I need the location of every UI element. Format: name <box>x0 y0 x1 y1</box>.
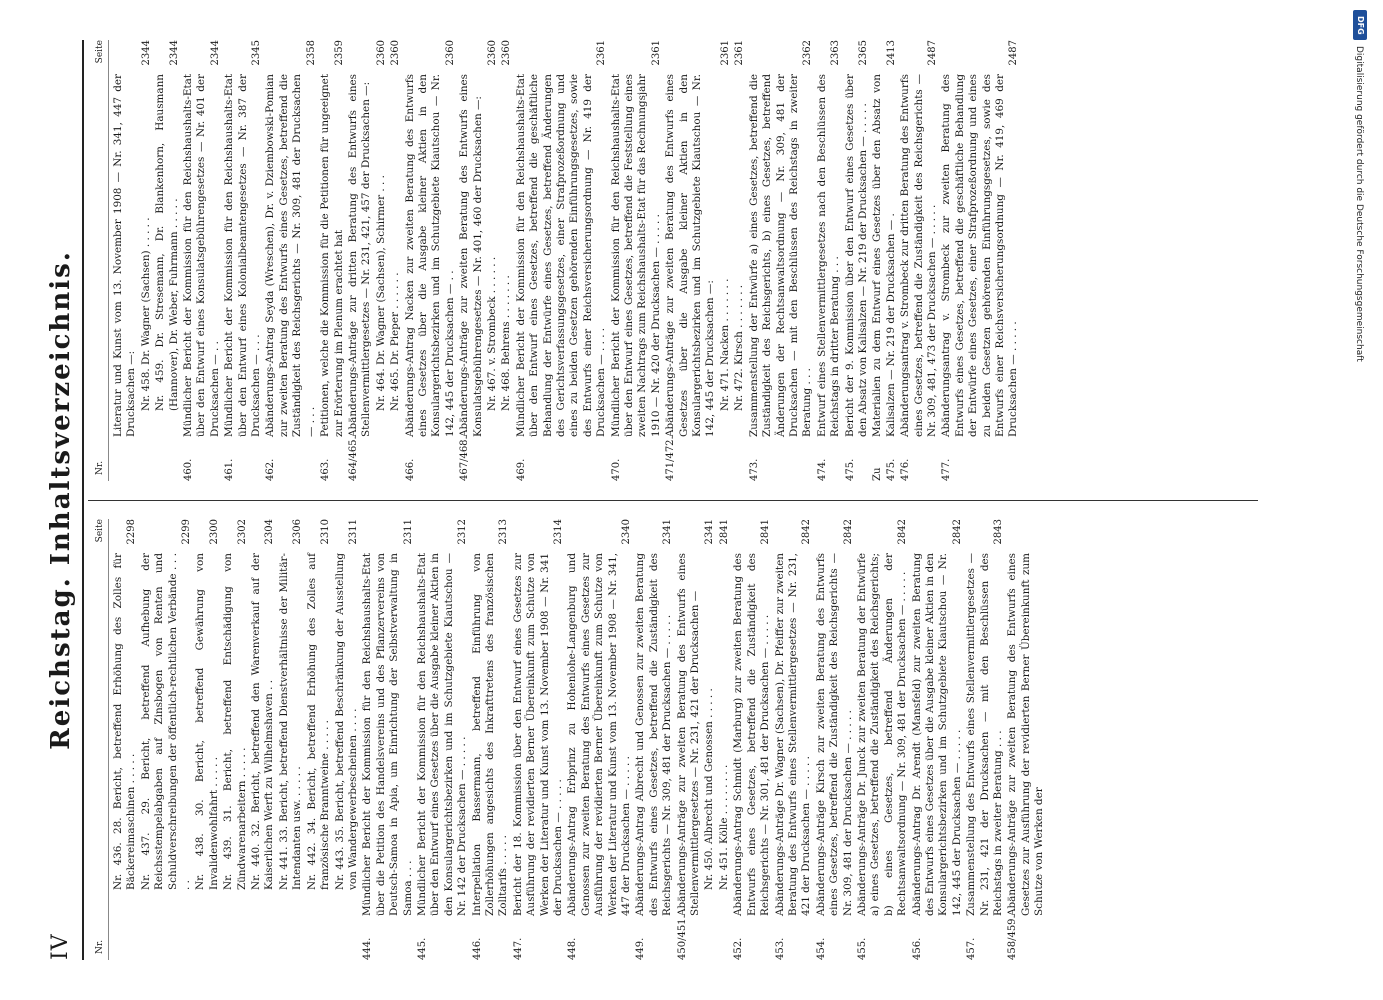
entry-page: 2842 <box>801 519 813 545</box>
entry-number: 462. <box>265 458 277 481</box>
entry-page: 2360 <box>390 40 402 66</box>
column-divider <box>88 500 1258 501</box>
entry-number: 461. <box>224 458 236 481</box>
seite-label: Seite <box>95 519 105 543</box>
toc-entry <box>911 519 965 960</box>
toc-entry <box>703 519 716 960</box>
entry-number: 449. <box>635 937 647 960</box>
entry-page: 2361 <box>650 40 662 66</box>
entry-number: 469. <box>515 458 527 481</box>
entry-number: 447. <box>512 937 524 960</box>
entry-number: 444. <box>362 937 374 960</box>
entry-page: 2344 <box>168 40 180 66</box>
entry-text: Abänderungs-Anträge zur zweiten Beratung des Entwurfs eines Gesetzes über die Ausgabe kleiner Aktien in den Konsulargerichtsbezirken und im Schutzgebiete Kiautschou — Nr. 142, 445 der Drucksachen —: <box>664 74 717 437</box>
toc-entry <box>844 40 871 481</box>
entry-text: Abänderungs-Anträge Dr. Wagner (Sachsen), Dr. Pfeiffer zur zweiten Beratung des Entwurfs eines Stellenvermittlergesetzes — Nr. 231, 421 der Drucksachen — . . . . . <box>773 553 813 916</box>
header-rule <box>82 40 84 960</box>
entry-text: Bericht der 9. Kommission über den Entwurf eines Gesetzes über den Absatz von Kalisalzen — Nr. 219 der Drucksachen — . . . . . <box>843 74 869 437</box>
toc-entry <box>194 519 221 960</box>
entry-number: 473. <box>748 458 760 481</box>
entry-text: Nr. 441. 33. Bericht, betreffend Dienstverhältnisse der Militär-Intendanten usw. . . . . . <box>277 553 304 890</box>
entry-text: Entwurf eines Stellenvermittlergesetzes nach den Beschlüssen des Reichstags in dritter Beratung . . . <box>815 74 842 437</box>
entry-number: 474. <box>816 458 828 481</box>
entry-text: Abänderungs-Anträge zur zweiten Beratung des Entwurfs eines Stellenvermittlergesetzes — Nr. 231, 421 der Drucksachen — <box>675 553 702 916</box>
entry-page: 2310 <box>320 519 332 545</box>
entry-text: Nr. 458. Dr. Wagner (Sachsen) . . . . . <box>139 217 152 411</box>
toc-entry <box>278 519 305 960</box>
entry-text: Interpellation Bassermann, betreffend Einführung von Zollerhöhungen angesichts des Inkrafttretens des französischen Zolltarifs . . . . . <box>470 553 510 916</box>
toc-entry <box>718 519 731 960</box>
toc-entry <box>500 40 513 481</box>
entry-page: 2300 <box>208 519 220 545</box>
entry-number: 463. <box>320 458 332 481</box>
entry-page: 2487 <box>1008 40 1020 66</box>
entry-page: 2362 <box>802 40 814 66</box>
entry-number: 446. <box>471 937 483 960</box>
entry-text: Nr. 451. Kölle . . . . . . . . <box>717 764 730 890</box>
entry-text: Abänderungs-Anträge Kirsch zur zweiten Beratung des Entwurfs eines Gesetzes, betreffend die Zuständigkeit des Reichsgerichts — Nr. 309, 481 der Drucksachen — . . . . . <box>814 553 854 916</box>
entry-text: Abänderungsantrag v. Strombeck zur zweiten Beratung des Entwurfs eines Gesetzes, betreffend die geschäftliche Behandlung der Entwürfe eines Gesetzes, einer Strafprozeßordnung und eines zu beiden Gesetzen gehörenden Einführungsgesetzes, sowie des Entwurfs einer Reichsversicherungsordnung — Nr. 419, 469 der Drucksachen — . . . . . <box>940 74 1020 437</box>
entry-text: Mündlicher Bericht der Kommission für den Reichshaushalts-Etat über den Entwurf eines Gesetzes, betreffend die Feststellung eines zweiten Nachtrags zum Reichshaushalts-Etat für das Rechnungsjahr 1910 — Nr. 420 der Drucksachen — . . . . . <box>609 74 662 437</box>
entry-text: Nr. 437. 29. Bericht, betreffend Aufhebung der Reichsstempelabgaben auf Zinsbogen von Renten und Schuldverschreibungen der öffentlich-rechtlichen Verbände . . . . . <box>139 553 193 890</box>
toc-entry <box>334 519 361 960</box>
entry-text: Petitionen, welche die Kommission für die Petitionen für ungeeignet zur Erörterung im Plenum erachtet hat <box>319 74 345 437</box>
entry-page: 2314 <box>553 519 564 545</box>
seite-label: Seite <box>95 40 105 64</box>
entry-page: 2302 <box>236 519 248 545</box>
entry-text: Nr. 450. Albrecht und Genossen . . . . . <box>703 688 716 890</box>
entry-page: 2843 <box>993 519 1004 545</box>
entry-page: 2359 <box>333 40 345 66</box>
toc-entry <box>634 519 674 960</box>
toc-entry <box>719 40 732 481</box>
entry-number: 475. <box>844 458 856 481</box>
entry-text: Nr. 459. Dr. Stresemann, Dr. Blankenhorn, Hausmann (Hannover), Dr. Weber, Fuhrmann . . . . . <box>154 74 180 411</box>
left-entry-list <box>112 519 1047 960</box>
entry-text: Abänderungs-Antrag Nacken zur zweiten Beratung des Entwurfs eines Gesetzes über die Ausgabe kleiner Aktien in den Konsulargerichtsbezirken und im Schutzgebiete Kiautschou — Nr. 142, 445 der Drucksachen — . . <box>403 74 456 437</box>
entry-page: 2842 <box>951 519 963 545</box>
entry-number: 448. <box>567 937 579 960</box>
entry-page: 2360 <box>375 40 387 66</box>
toc-entry <box>222 519 249 960</box>
toc-entry <box>566 519 633 960</box>
entry-page: 2841 <box>718 519 730 545</box>
entry-text: Zusammenstellung der Entwürfe a) eines Gesetzes, betreffend die Zuständigkeit des Reichsgerichts, b) eines Gesetzes, betreffend Änderungen der Rechtsanwaltsordnung — Nr. 309, 481 der Drucksachen — mit den Beschlüssen des Reichstags in zweiter Beratung . . . <box>747 74 814 437</box>
entry-number: 477. <box>941 458 953 481</box>
entry-number: 460. <box>183 458 195 481</box>
toc-entry <box>154 40 181 481</box>
entry-text: Mündlicher Bericht der Kommission für den Reichshaushalts-Etat über den Entwurf eines Konsulatsgebührengesetzes — Nr. 401 der Drucksachen — . . <box>182 74 221 437</box>
entry-number: 470. <box>610 458 622 481</box>
toc-entry <box>389 40 402 481</box>
page-title: Reichstag. Inhaltsverzeichnis. <box>46 250 76 750</box>
entry-text: Nr. 442. 34. Bericht, betreffend Erhöhung des Zolles auf französische Branntweine . . . . . <box>305 553 332 890</box>
toc-entry <box>774 519 814 960</box>
toc-entry <box>676 519 703 960</box>
page-number-roman: IV <box>48 933 73 960</box>
right-column-head <box>92 40 109 481</box>
toc-entry <box>732 519 772 960</box>
toc-entry <box>856 519 910 960</box>
entry-number: 466. <box>404 458 416 481</box>
toc-entry <box>319 40 346 481</box>
entry-page: 2341 <box>662 519 674 545</box>
entry-page: 2313 <box>498 519 510 545</box>
entry-page: 2298 <box>126 519 138 545</box>
entry-page: 2358 <box>305 40 317 66</box>
toc-entry <box>748 40 815 481</box>
toc-entry <box>733 40 746 481</box>
entry-page: 2841 <box>760 519 772 545</box>
toc-entry <box>264 40 318 481</box>
entry-page: 2304 <box>264 519 276 545</box>
toc-entry <box>458 40 485 481</box>
entry-page: 2365 <box>857 40 869 66</box>
entry-page: 2413 <box>885 40 897 66</box>
entry-page: 2842 <box>842 519 854 545</box>
digitization-credit: Digitalisierung gefördert durch die Deutsche Forschungsgemeinschaft <box>1354 46 1364 362</box>
entry-page: 2306 <box>292 519 304 545</box>
entry-text: Abänderungsantrag v. Strombeck zur dritten Beratung des Entwurfs eines Gesetzes, betreffend die Zuständigkeit des Reichsgerichts — Nr. 309, 481, 473 der Drucksachen — . . . . . <box>899 74 938 437</box>
entry-page: 2344 <box>209 40 221 66</box>
toc-entry <box>223 40 263 481</box>
entry-page: 2360 <box>444 40 456 66</box>
entry-number: 467/468. <box>459 436 471 481</box>
entry-number: 458/459. <box>1007 915 1019 960</box>
toc-entry <box>512 519 566 960</box>
toc-entry <box>899 40 939 481</box>
entry-number: 454. <box>815 937 827 960</box>
entry-page: 2361 <box>719 40 731 66</box>
entry-text: Abänderungs-Antrag Albrecht und Genossen zur zweiten Beratung des Entwurfs eines Gesetzes, betreffend die Zuständigkeit des Reichsgerichts — Nr. 309, 481 der Drucksachen — . . . . . <box>634 553 674 916</box>
toc-entry <box>140 40 153 481</box>
entry-number: 455. <box>856 937 868 960</box>
left-column-head <box>92 519 109 960</box>
entry-text: Literatur und Kunst vom 13. November 1908 — Nr. 341, 447 der Drucksachen —: <box>112 74 138 437</box>
toc-entry <box>140 519 194 960</box>
toc-entry <box>416 519 470 960</box>
entry-number: 445. <box>416 937 428 960</box>
toc-entry <box>361 519 415 960</box>
entry-text: Mündlicher Bericht der Kommission für den Reichshaushalts-Etat über die Petition des Handelsvereins und des Pflanzervereins von Deutsch-Samoa in Apia, um Einrichtung der Selbstverwaltung in Samoa . . . <box>361 553 414 916</box>
entry-number: 452. <box>733 937 745 960</box>
nr-label: Nr. <box>95 939 105 954</box>
entry-text: Nr. 472. Kirsch . . . . . . . <box>733 284 746 411</box>
entry-text: Nr. 468. Behrens . . . . . . . <box>500 275 513 411</box>
entry-text: Abänderungs-Anträge Dr. Junck zur zweiten Beratung der Entwürfe a) eines Gesetzes, betreffend die Zuständigkeit des Reichsgerichts; b) eines Gesetzes, betreffend Änderungen der Rechtsanwaltsordnung — Nr. 309, 481 der Drucksachen — . . . . . <box>855 553 909 916</box>
dfg-logo: DFG <box>1353 10 1367 40</box>
toc-entry <box>815 519 855 960</box>
entry-number: 450/451. <box>676 915 688 960</box>
entry-text: Abänderungs-Antrag Erbprinz zu Hohenlohe-Langenburg und Genossen zur zweiten Beratung des Entwurfs eines Gesetzes zur Ausführung der revidierten Berner Übereinkunft zum Schutze von Werken der Literatur und Kunst vom 13. November 1908 — Nr. 341, 447 der Drucksachen — . . . . . <box>566 553 633 916</box>
digitization-credit-bar <box>1352 6 1368 566</box>
entry-text: Mündlicher Bericht der Kommission für den Reichshaushalts-Etat über den Entwurf eines Gesetzes, betreffend die geschäftliche Behandlung der Entwürfe eines Gesetzes, betreffend Änderungen des Gerichtsverfassungsgesetzes, einer Strafprozeßordnung und eines zu beiden Gesetzen gehörenden Einführungsgesetzes, sowie des Entwurfs einer Reichsversicherungsordnung — Nr. 419 der Drucksachen — . . . . <box>514 74 608 437</box>
entry-page: 2299 <box>181 519 193 545</box>
entry-number: 453. <box>774 937 786 960</box>
page-header <box>42 40 82 960</box>
toc-entry <box>1006 519 1046 960</box>
toc-entry <box>610 40 664 481</box>
entry-text: Abänderungs-Anträge zur zweiten Beratung des Entwurfs eines Gesetzes zur Ausführung der revidierten Berner Übereinkunft zum Schutze von Werken der <box>1006 553 1046 916</box>
entry-page: 2360 <box>486 40 498 66</box>
entry-page: 2344 <box>140 40 152 66</box>
toc-entry <box>816 40 843 481</box>
entry-number: Zu 475. <box>872 458 897 481</box>
entry-page: 2363 <box>830 40 842 66</box>
entry-number: 457. <box>966 937 978 960</box>
entry-text: Nr. 438. 30. Bericht, betreffend Gewährung von Invalidenwohlfahrt . . . . . <box>194 553 220 890</box>
toc-entry <box>664 40 718 481</box>
entry-text: Nr. 467. v. Strombeck . . . . . . <box>485 256 498 411</box>
entry-text: Mündlicher Bericht der Kommission für den Reichshaushalts-Etat über den Entwurf eines Kolonialbeamtengesetzes — Nr. 387 der Drucksachen — . . . <box>223 74 263 437</box>
left-column <box>92 519 1252 960</box>
entry-page: 2360 <box>501 40 513 66</box>
toc-entry <box>940 40 1020 481</box>
toc-entry <box>375 40 388 481</box>
entry-number: 464/465. <box>347 436 359 481</box>
entry-text: Bericht der 18. Kommission über den Entwurf eines Gesetzes zur Ausführung der revidierten Berner Übereinkunft zum Schutze von Werken der Literatur und Kunst vom 13. November 1908 — Nr. 341 der Drucksachen — . . . . . <box>511 553 564 916</box>
entry-page: 2311 <box>402 519 414 545</box>
entry-page: 2361 <box>734 40 746 66</box>
entry-text: Abänderungs-Anträge zur zweiten Beratung des Entwurfs eines Konsulatsgebührengesetzes — Nr. 401, 460 der Drucksachen —: <box>458 74 484 437</box>
toc-entry <box>182 40 222 481</box>
toc-entry <box>112 519 139 960</box>
toc-entry <box>112 40 139 481</box>
entry-page: 2842 <box>897 519 909 545</box>
entry-page: 2311 <box>347 519 359 545</box>
entry-text: Abänderungs-Antrag Schmidt (Marburg) zur zweiten Beratung des Entwurfs eines Gesetzes, betreffend die Zuständigkeit des Reichsgerichts — Nr. 301, 481 der Drucksachen — . . . . . <box>732 553 772 916</box>
toc-entry <box>250 519 277 960</box>
entry-page: 2361 <box>596 40 608 66</box>
toc-entry <box>871 40 898 481</box>
entry-page: 2487 <box>926 40 938 66</box>
entry-text: Mündlicher Bericht der Kommission für den Reichshaushalts-Etat über den Entwurf eines Gesetzes über die Ausgabe kleiner Aktien in den Konsulargerichtsbezirken und im Schutzgebiete Kiautschou — Nr. 142 der Drucksachen — . . . . . <box>415 553 469 916</box>
toc-entry <box>515 40 609 481</box>
entry-text: Abänderungs-Antrag Dr. Arendt (Mansfeld) zur zweiten Beratung des Entwurfs eines Gesetzes über die Ausgabe kleiner Aktien in den Konsulargerichtsbezirken und im Schutzgebiete Kiautschou — Nr. 142, 445 der Drucksachen — . . . . . <box>910 553 963 916</box>
entry-number: 456. <box>911 937 923 960</box>
entry-page: 2340 <box>621 519 633 545</box>
entry-text: Nr. 443. 35. Bericht, betreffend Beschränkung der Ausstellung von Wandergewerbescheinen . . . . <box>333 553 359 890</box>
entry-text: Nr. 464. Dr. Wagner (Sachsen), Schirmer . . . <box>374 175 387 411</box>
entry-page: 2345 <box>251 40 263 66</box>
toc-entry <box>486 40 499 481</box>
toc-entry <box>404 40 458 481</box>
toc-entry <box>306 519 333 960</box>
entry-text: Nr. 436. 28. Bericht, betreffend Erhöhung des Zolles für Bäckereimaschinen . . . . . <box>112 553 138 890</box>
entry-text: Abänderungs-Antrag Seyda (Wreschen), Dr. v. Dziembowski-Pomian zur zweiten Beratung des Entwurfs eines Gesetzes, betreffend die Zuständigkeit des Reichsgerichts — Nr. 309, 481 der Drucksachen — . . . <box>264 74 317 437</box>
entry-text: Zusammenstellung des Entwurfs eines Stellenvermittlergesetzes — Nr. 231, 421 der Drucksachen — mit den Beschlüssen des Reichstags in zweiter Beratung . . . <box>965 553 1004 916</box>
entry-page: 2312 <box>457 519 469 545</box>
right-column <box>92 40 1252 481</box>
entry-text: Nr. 465. Dr. Pieper . . . . . . <box>389 272 402 411</box>
toc-entry <box>471 519 511 960</box>
entry-text: Nr. 439. 31. Bericht, betreffend Entschädigung von Zündwarenarbeitern . . . . . <box>222 553 248 890</box>
toc-entry <box>347 40 374 481</box>
entry-number: 476. <box>900 458 912 481</box>
toc-entry <box>965 519 1005 960</box>
entry-text: Abänderungs-Anträge zur dritten Beratung des Entwurfs eines Stellenvermittlergesetzes — Nr. 231, 421, 457 der Drucksachen —: <box>346 74 373 437</box>
right-entry-list <box>112 40 1021 481</box>
entry-text: Nr. 440. 32. Bericht, betreffend den Warenverkauf auf der Kaiserlichen Werft zu Wilhelmshaven . . <box>250 553 276 890</box>
entry-text: Materialien zu dem Entwurf eines Gesetzes über den Absatz von Kalisalzen — Nr. 219 der Drucksachen — . <box>871 74 897 437</box>
entry-text: Nr. 471. Nacken . . . . . . . <box>718 278 731 411</box>
entry-number: 471/472. <box>665 436 677 481</box>
nr-label: Nr. <box>95 460 105 475</box>
entry-page: 2341 <box>704 519 716 545</box>
